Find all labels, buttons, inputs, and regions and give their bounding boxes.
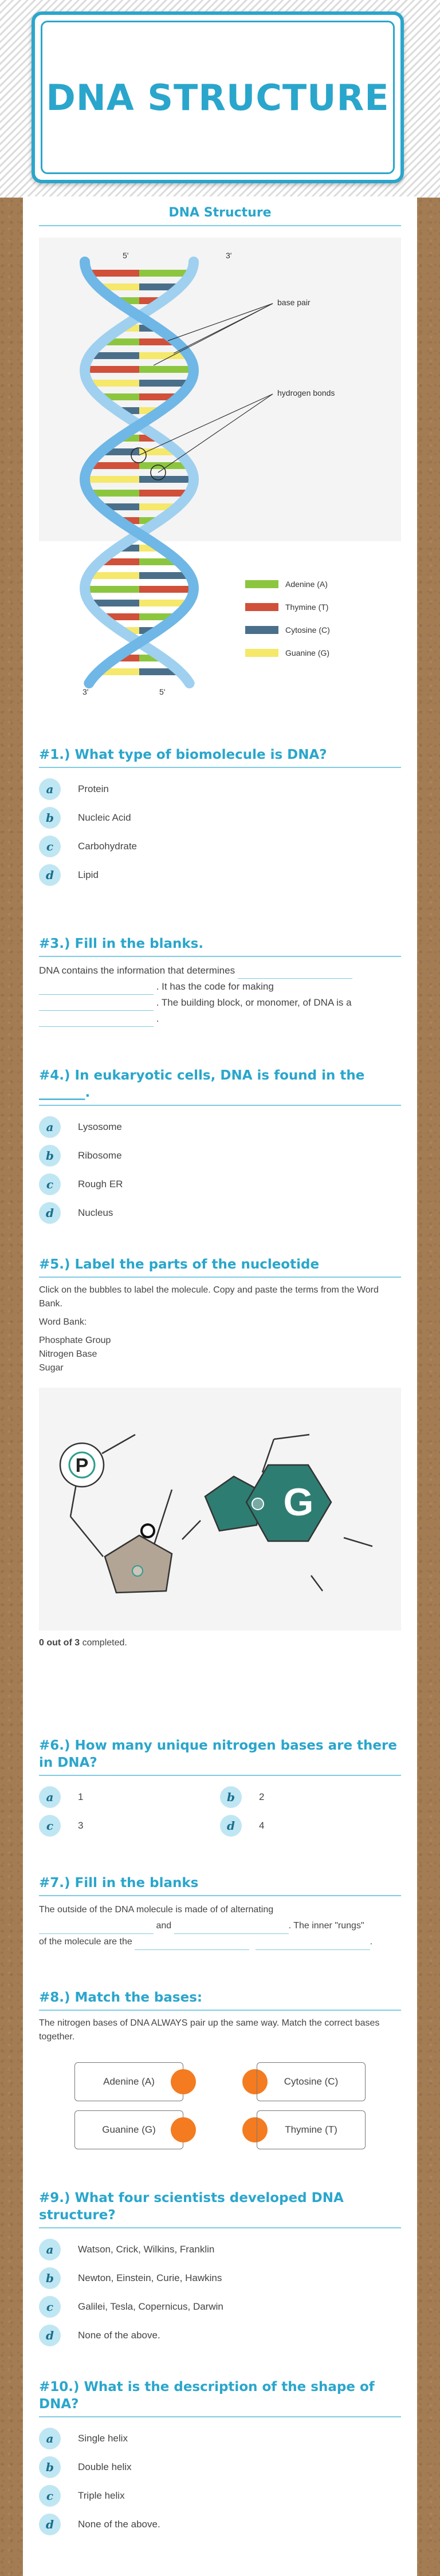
bond-line [311,1575,323,1591]
option-b[interactable] [39,2453,401,2482]
legend-label-cytosine: Cytosine (C) [285,625,330,635]
option-c[interactable] [39,2482,401,2510]
diagram-title: DNA Structure [39,204,401,226]
base-rung [139,270,191,277]
blank-input-1[interactable] [39,1924,154,1934]
option-bubble[interactable]: a [39,2239,61,2260]
question-4-title: #4.) In eukaryotic cells, DNA is found in the _______. [39,1067,401,1106]
bond-line [102,1435,135,1454]
option-a[interactable] [39,775,401,803]
option-b[interactable] [220,1783,401,1811]
phosphate-letter: P [75,1455,89,1476]
option-text: Lysosome [78,1121,122,1132]
match-left-guanine [74,2110,183,2149]
option-text: Triple helix [78,2490,125,2501]
question-4-options [39,1113,401,1227]
option-bubble[interactable]: b [220,1786,242,1808]
word-bank [39,1334,401,1375]
option-c[interactable] [39,1170,401,1199]
question-7-title: #7.) Fill in the blanks [39,1874,401,1896]
option-a[interactable] [39,1783,220,1811]
question-10 [39,2378,401,2539]
question-3 [39,935,401,1027]
match-label: Guanine (G) [102,2124,156,2135]
match-label: Cytosine (C) [284,2076,339,2087]
question-1 [39,746,401,889]
fill-text: The outside of the DNA molecule is made of of alternating [39,1905,274,1915]
blank-input-2[interactable] [39,984,154,995]
question-7-body [39,1902,401,1950]
fill-text: and [156,1921,172,1931]
legend-label-adenine: Adenine (A) [285,580,328,589]
question-5-instructions: Click on the bubbles to label the molecule. Copy and paste the terms from the Word Bank. [39,1285,379,1309]
option-bubble[interactable]: d [39,2514,61,2535]
end-label-top-left: 5' [123,251,129,260]
option-text: 4 [259,1820,265,1831]
label-base-pair: base pair [277,298,311,307]
blank-input-4[interactable] [39,1017,154,1027]
option-a[interactable] [39,1113,401,1141]
question-4 [39,1067,401,1227]
blank-input-3[interactable] [135,1940,249,1950]
option-b[interactable] [39,803,401,832]
match-connector-dot[interactable] [171,2069,196,2094]
end-label-top-right: 3' [226,251,232,260]
option-text: Protein [78,783,109,794]
sugar-pentagon [105,1535,172,1593]
option-bubble[interactable]: b [39,1145,61,1167]
option-bubble[interactable]: a [39,2428,61,2449]
oxygen-atom [142,1525,154,1537]
question-10-options [39,2424,401,2539]
question-1-title: #1.) What type of biomolecule is DNA? [39,746,401,768]
word-bank-label: Word Bank: [39,1317,87,1327]
match-label: Adenine (A) [103,2076,155,2087]
question-1-options [39,775,401,889]
label-hydrogen-bonds: hydrogen bonds [277,388,335,397]
bond-line [182,1521,201,1539]
base-bubble[interactable] [252,1498,264,1510]
option-c[interactable] [39,1811,220,1840]
blank-input-1[interactable] [238,968,352,979]
page-title: DNA STRUCTURE [46,76,390,119]
fill-text: . [370,1937,373,1947]
legend-swatch-adenine [245,580,278,588]
legend-swatch-guanine [245,649,278,657]
option-d[interactable] [39,2510,401,2539]
match-label: Thymine (T) [285,2124,337,2135]
blank-input-2[interactable] [174,1924,289,1934]
question-8-title: #8.) Match the bases: [39,1989,401,2011]
base-rung [85,366,139,373]
question-6-options [39,1783,401,1840]
question-7 [39,1874,401,1950]
blank-input-3[interactable] [39,1001,154,1011]
bond-line [70,1517,103,1557]
option-bubble[interactable]: b [39,2456,61,2478]
match-right-thymine [257,2110,366,2149]
option-text: Rough ER [78,1179,123,1189]
option-text: Galilei, Tesla, Copernicus, Darwin [78,2301,223,2312]
option-text: None of the above. [78,2330,160,2341]
progress-count: 0 out of 3 [39,1638,80,1648]
option-b[interactable] [39,1141,401,1170]
nucleotide-diagram [39,1388,401,1630]
option-a[interactable] [39,2424,401,2453]
blank-input-4[interactable] [256,1940,370,1950]
option-a[interactable] [39,2235,401,2264]
question-9-options [39,2235,401,2350]
base-letter: G [283,1480,314,1524]
option-text: 2 [259,1791,265,1802]
option-text: Watson, Crick, Wilkins, Franklin [78,2244,215,2255]
option-bubble[interactable]: a [39,778,61,800]
question-6 [39,1737,401,1840]
match-connector-dot[interactable] [171,2117,196,2142]
option-c[interactable] [39,2293,401,2321]
question-6-title: #6.) How many unique nitrogen bases are there in DNA? [39,1737,401,1776]
progress-text [39,1635,401,1651]
legend-swatch-thymine [245,603,278,611]
base-rung [139,476,194,483]
option-d[interactable] [39,2321,401,2350]
bond-line [274,1435,309,1439]
question-3-title: #3.) Fill in the blanks. [39,935,401,957]
word-bank-item: Phosphate Group [39,1336,111,1345]
end-label-bottom-left: 3' [82,687,89,696]
question-9-title: #9.) What four scientists developed DNA structure? [39,2189,401,2228]
base-rung [139,366,194,373]
option-text: Nucleus [78,1207,113,1218]
title-banner [32,11,404,183]
option-bubble[interactable]: d [39,864,61,886]
option-b[interactable] [39,2264,401,2293]
option-text: Ribosome [78,1150,122,1161]
option-text: Newton, Einstein, Curie, Hawkins [78,2272,222,2283]
option-bubble[interactable]: d [220,1815,242,1837]
fill-text: . The inner "rungs" [288,1921,364,1931]
word-bank-item: Sugar [39,1363,64,1373]
base-rung [85,586,139,593]
worksheet-card [23,196,417,2576]
option-c[interactable] [39,832,401,861]
dna-diagram [39,226,401,702]
match-left-adenine [74,2062,183,2101]
option-text: None of the above. [78,2519,160,2530]
option-bubble[interactable]: c [39,1815,61,1837]
base-rung [139,586,194,593]
option-bubble[interactable]: d [39,2325,61,2346]
question-8 [39,1989,401,2149]
option-bubble[interactable]: c [39,836,61,857]
question-5 [39,1256,401,1651]
question-8-instructions: The nitrogen bases of DNA ALWAYS pair up the same way. Match the correct bases together. [39,2018,380,2042]
progress-suffix: completed. [82,1638,127,1648]
option-bubble[interactable]: b [39,2267,61,2289]
question-10-title: #10.) What is the description of the shape of DNA? [39,2378,401,2417]
base-rung [85,476,139,483]
option-text: 1 [78,1791,84,1802]
option-text: Single helix [78,2433,128,2444]
bond-line [344,1538,372,1546]
fill-text: of the molecule are the [39,1937,132,1947]
option-bubble[interactable]: a [39,1786,61,1808]
base-rung [88,270,139,277]
title-banner-inner [41,21,395,174]
word-bank-item: Nitrogen Base [39,1349,97,1359]
option-text: Double helix [78,2461,132,2472]
option-bubble[interactable]: c [39,2485,61,2507]
option-text: 3 [78,1820,84,1831]
question-5-title: #5.) Label the parts of the nucleotide [39,1256,401,1278]
option-d[interactable] [220,1811,401,1840]
fill-text: . It has the code for making [156,981,274,992]
legend [245,580,330,657]
legend-label-thymine: Thymine (T) [285,602,329,612]
option-bubble[interactable]: d [39,1202,61,1224]
option-text: Lipid [78,869,99,880]
option-bubble[interactable]: c [39,1173,61,1195]
option-d[interactable] [39,861,401,889]
end-label-bottom-right: 5' [159,687,166,696]
option-text: Carbohydrate [78,841,138,852]
option-bubble[interactable]: b [39,807,61,829]
fill-text: DNA contains the information that determines [39,965,235,976]
option-bubble[interactable]: c [39,2296,61,2318]
diagram-section [39,204,401,702]
match-right-cytosine [257,2062,366,2101]
sugar-bubble[interactable] [132,1566,143,1576]
question-9 [39,2189,401,2350]
fill-text: . The building block, or monomer, of DNA is a [156,997,352,1008]
question-3-body [39,963,401,1027]
fill-text: . [156,1013,159,1024]
option-text: Nucleic Acid [78,812,131,823]
option-d[interactable] [39,1199,401,1227]
legend-swatch-cytosine [245,626,278,634]
option-bubble[interactable]: a [39,1116,61,1138]
legend-label-guanine: Guanine (G) [285,648,330,657]
